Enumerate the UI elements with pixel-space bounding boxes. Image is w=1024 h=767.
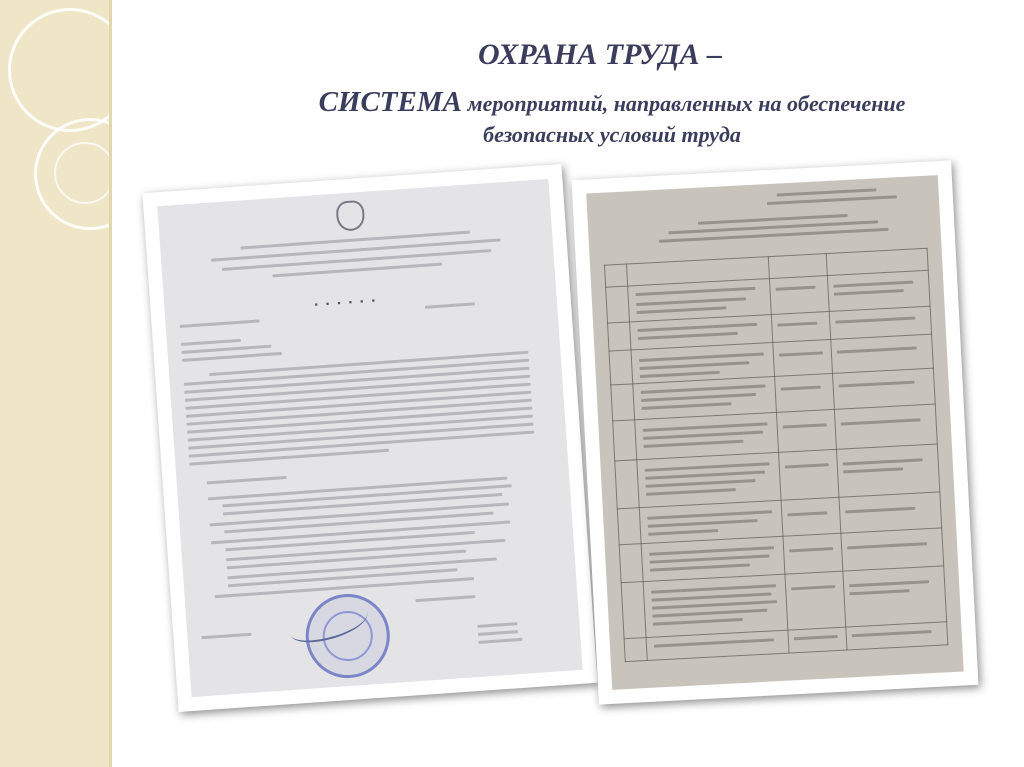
document-photo-order [142, 164, 597, 712]
decorative-circle [54, 142, 116, 204]
slide-title: ОХРАНА ТРУДА – [478, 38, 722, 71]
order-document-image [157, 179, 582, 697]
emblem-icon [335, 200, 365, 232]
document-photo-plan-table [572, 160, 979, 704]
subtitle-lead-word: СИСТЕМА [318, 86, 462, 118]
subtitle-rest: мероприятий, направленных на обеспечение [462, 91, 906, 116]
plan-table-document-image [586, 175, 964, 690]
decorative-side-band [0, 0, 112, 767]
plan-table [604, 248, 948, 662]
slide-subtitle-line2: безопасных условий труда [483, 122, 741, 147]
decorative-circle [8, 8, 132, 132]
slide-subtitle-line1 [262, 86, 962, 119]
document-heading-mark: ▪ ▪ ▪ ▪ ▪ ▪ [314, 295, 379, 310]
